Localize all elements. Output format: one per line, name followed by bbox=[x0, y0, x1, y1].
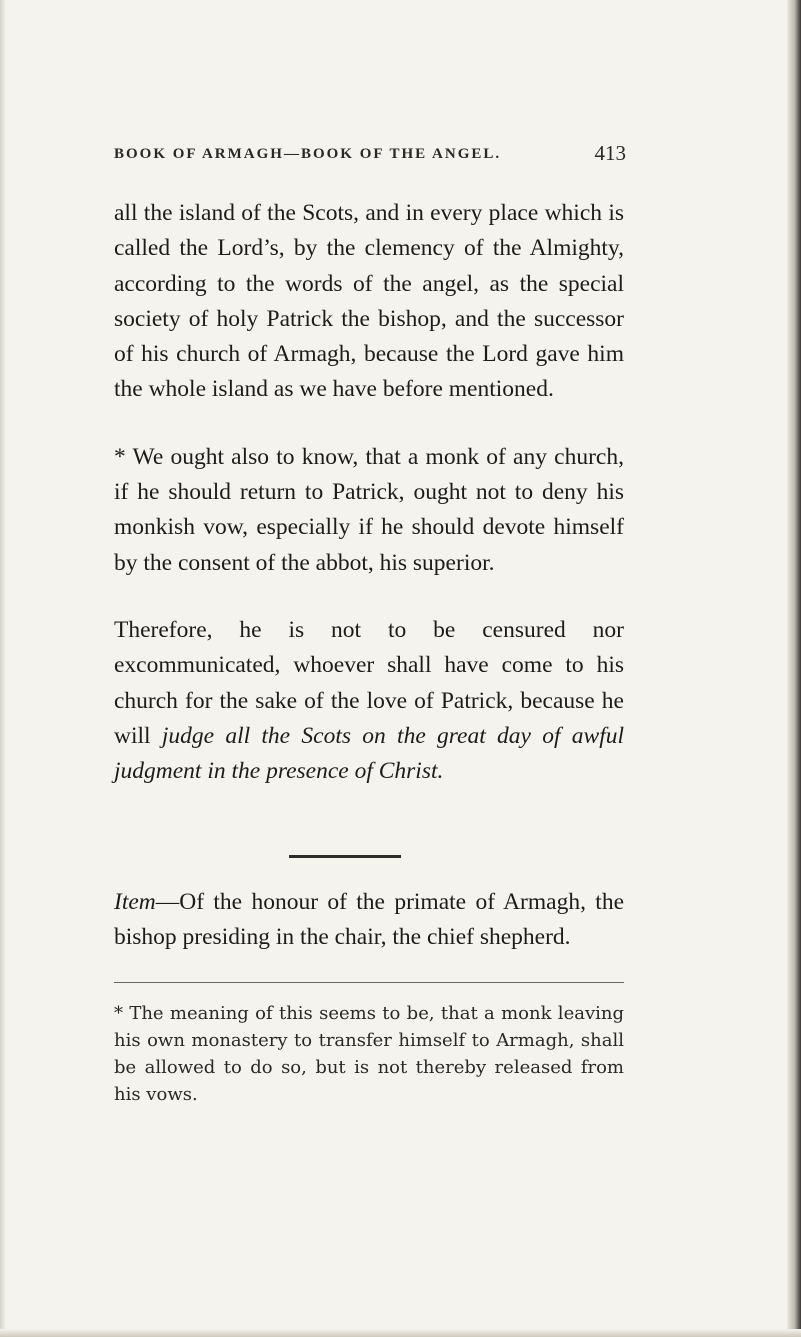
paragraph-3 bbox=[114, 613, 624, 789]
footnote: * The meaning of this seems to be, that a monk leaving his own monastery to transfer himself to Armagh, shall be allowed to do so, but is not thereby released from his vows. bbox=[114, 1003, 624, 1105]
paragraph-1: all the island of the Scots, and in every place which is called the Lord’s, by the clemency of the Almighty, according to the words of the angel, as the special society of holy Patrick the bishop, and the successor of his church of Armagh, because the Lord gave him the whole island as we have before mentioned. bbox=[114, 200, 624, 403]
item-label: Item bbox=[114, 889, 156, 915]
page-left-edge bbox=[0, 0, 6, 1337]
footnote-divider bbox=[114, 982, 624, 983]
item-text: —Of the honour of the primate of Armagh, the bishop presiding in the chair, the chief shepherd. bbox=[114, 889, 624, 951]
page-bottom-edge bbox=[0, 1329, 801, 1337]
running-title: BOOK OF ARMAGH—BOOK OF THE ANGEL. bbox=[114, 146, 502, 162]
paragraph-3-italic: judge all the Scots on the great day of awful judgment in the presence of Christ. bbox=[114, 722, 625, 785]
main-text bbox=[114, 196, 624, 789]
section-divider bbox=[289, 855, 401, 858]
running-header bbox=[114, 141, 634, 165]
page-number: 413 bbox=[594, 141, 626, 165]
paragraph-2: * We ought also to know, that a monk of any church, if he should return to Patrick, ought not to deny his monkish vow, especially if he should devote himself by the consent of the abbot, his superior. bbox=[114, 443, 624, 576]
paragraph-3-roman: Therefore, he is not to be censured nor excommunicated, whoever shall have come to his church for the sake of the love of Patrick, because he will bbox=[114, 616, 624, 749]
item-paragraph bbox=[114, 885, 624, 956]
page-right-edge-shadow bbox=[787, 0, 801, 1337]
